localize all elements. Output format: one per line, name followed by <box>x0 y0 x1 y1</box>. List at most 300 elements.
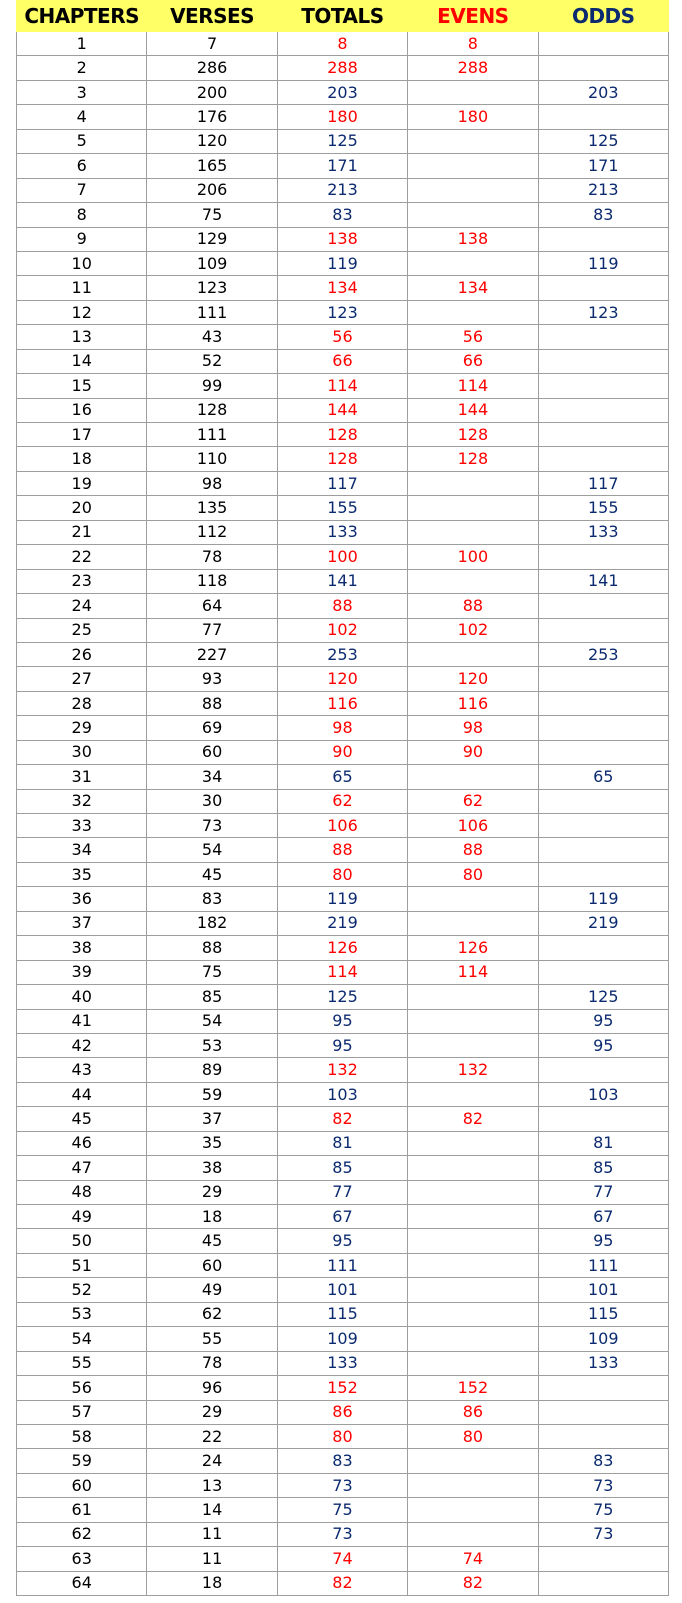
odd-cell: 67 <box>538 1205 668 1229</box>
verses-cell: 123 <box>147 276 277 300</box>
total-cell: 180 <box>277 105 407 129</box>
table-row <box>17 789 669 813</box>
odd-cell <box>538 105 668 129</box>
odd-cell: 103 <box>538 1082 668 1106</box>
verses-cell: 29 <box>147 1400 277 1424</box>
total-cell: 98 <box>277 716 407 740</box>
total-cell: 128 <box>277 423 407 447</box>
verses-cell: 98 <box>147 471 277 495</box>
even-cell: 138 <box>408 227 538 251</box>
verses-cell: 111 <box>147 423 277 447</box>
verses-cell: 37 <box>147 1107 277 1131</box>
total-cell: 171 <box>277 154 407 178</box>
table-row <box>17 398 669 422</box>
odd-cell: 95 <box>538 1229 668 1253</box>
even-cell <box>408 1278 538 1302</box>
chapter-cell: 50 <box>17 1229 147 1253</box>
chapter-cell: 59 <box>17 1449 147 1473</box>
total-cell: 88 <box>277 594 407 618</box>
total-cell: 103 <box>277 1082 407 1106</box>
table-row <box>17 1547 669 1571</box>
verses-cell: 64 <box>147 594 277 618</box>
odd-cell <box>538 740 668 764</box>
table-row <box>17 716 669 740</box>
total-cell: 90 <box>277 740 407 764</box>
table-row <box>17 862 669 886</box>
even-cell <box>408 251 538 275</box>
chapter-cell: 10 <box>17 251 147 275</box>
total-cell: 138 <box>277 227 407 251</box>
chapter-cell: 17 <box>17 423 147 447</box>
odd-cell <box>538 594 668 618</box>
even-cell <box>408 80 538 104</box>
table-row <box>17 1131 669 1155</box>
chapter-cell: 31 <box>17 765 147 789</box>
total-cell: 288 <box>277 56 407 80</box>
verses-cell: 30 <box>147 789 277 813</box>
chapter-cell: 27 <box>17 667 147 691</box>
even-cell <box>408 520 538 544</box>
chapter-cell: 58 <box>17 1424 147 1448</box>
table-row <box>17 1278 669 1302</box>
odd-cell: 81 <box>538 1131 668 1155</box>
even-cell: 66 <box>408 349 538 373</box>
chapter-cell: 64 <box>17 1571 147 1595</box>
odd-cell <box>538 814 668 838</box>
chapter-cell: 30 <box>17 740 147 764</box>
total-cell: 119 <box>277 887 407 911</box>
chapter-cell: 63 <box>17 1547 147 1571</box>
even-cell: 74 <box>408 1547 538 1571</box>
verses-cell: 227 <box>147 642 277 666</box>
verses-cell: 206 <box>147 178 277 202</box>
chapter-cell: 60 <box>17 1473 147 1497</box>
table-row <box>17 129 669 153</box>
odd-cell: 213 <box>538 178 668 202</box>
chapter-cell: 46 <box>17 1131 147 1155</box>
odd-cell: 125 <box>538 985 668 1009</box>
even-cell <box>408 1498 538 1522</box>
header-verses: VERSES <box>147 1 277 32</box>
verses-cell: 165 <box>147 154 277 178</box>
chapter-cell: 24 <box>17 594 147 618</box>
even-cell <box>408 300 538 324</box>
total-cell: 152 <box>277 1376 407 1400</box>
odd-cell <box>538 838 668 862</box>
total-cell: 114 <box>277 960 407 984</box>
chapter-cell: 54 <box>17 1327 147 1351</box>
verses-cell: 85 <box>147 985 277 1009</box>
chapter-cell: 51 <box>17 1253 147 1277</box>
chapter-cell: 6 <box>17 154 147 178</box>
table-row <box>17 447 669 471</box>
total-cell: 73 <box>277 1473 407 1497</box>
chapter-cell: 25 <box>17 618 147 642</box>
chapter-cell: 48 <box>17 1180 147 1204</box>
even-cell <box>408 471 538 495</box>
odd-cell <box>538 423 668 447</box>
total-cell: 125 <box>277 985 407 1009</box>
table-row <box>17 1449 669 1473</box>
total-cell: 74 <box>277 1547 407 1571</box>
even-cell: 98 <box>408 716 538 740</box>
verses-cell: 112 <box>147 520 277 544</box>
verses-cell: 45 <box>147 1229 277 1253</box>
table-row <box>17 423 669 447</box>
odd-cell <box>538 862 668 886</box>
odd-cell <box>538 32 668 56</box>
total-cell: 203 <box>277 80 407 104</box>
table-row <box>17 985 669 1009</box>
chapter-cell: 47 <box>17 1156 147 1180</box>
even-cell: 120 <box>408 667 538 691</box>
table-row <box>17 1229 669 1253</box>
odd-cell: 85 <box>538 1156 668 1180</box>
chapter-cell: 37 <box>17 911 147 935</box>
table-row <box>17 471 669 495</box>
total-cell: 111 <box>277 1253 407 1277</box>
even-cell <box>408 985 538 1009</box>
table-row <box>17 838 669 862</box>
verses-cell: 110 <box>147 447 277 471</box>
odd-cell: 141 <box>538 569 668 593</box>
even-cell <box>408 642 538 666</box>
chapter-cell: 36 <box>17 887 147 911</box>
total-cell: 95 <box>277 1033 407 1057</box>
total-cell: 114 <box>277 374 407 398</box>
odd-cell <box>538 960 668 984</box>
table-row <box>17 1009 669 1033</box>
verses-cell: 77 <box>147 618 277 642</box>
verses-cell: 78 <box>147 545 277 569</box>
even-cell: 128 <box>408 423 538 447</box>
chapter-cell: 16 <box>17 398 147 422</box>
chapter-cell: 49 <box>17 1205 147 1229</box>
verses-cell: 34 <box>147 765 277 789</box>
chapter-cell: 23 <box>17 569 147 593</box>
chapter-cell: 41 <box>17 1009 147 1033</box>
total-cell: 109 <box>277 1327 407 1351</box>
total-cell: 95 <box>277 1009 407 1033</box>
header-evens: EVENS <box>408 1 538 32</box>
odd-cell <box>538 1547 668 1571</box>
odd-cell: 73 <box>538 1522 668 1546</box>
verses-cell: 54 <box>147 1009 277 1033</box>
table-row <box>17 520 669 544</box>
even-cell: 82 <box>408 1107 538 1131</box>
odd-cell <box>538 1424 668 1448</box>
verses-cell: 118 <box>147 569 277 593</box>
total-cell: 115 <box>277 1302 407 1326</box>
even-cell: 8 <box>408 32 538 56</box>
verses-cell: 96 <box>147 1376 277 1400</box>
chapter-cell: 38 <box>17 936 147 960</box>
total-cell: 95 <box>277 1229 407 1253</box>
table-row <box>17 1058 669 1082</box>
chapter-cell: 35 <box>17 862 147 886</box>
verses-cell: 83 <box>147 887 277 911</box>
even-cell <box>408 569 538 593</box>
total-cell: 120 <box>277 667 407 691</box>
table-row <box>17 251 669 275</box>
verses-cell: 109 <box>147 251 277 275</box>
total-cell: 125 <box>277 129 407 153</box>
verses-cell: 11 <box>147 1522 277 1546</box>
even-cell <box>408 1522 538 1546</box>
odd-cell <box>538 374 668 398</box>
even-cell: 152 <box>408 1376 538 1400</box>
even-cell <box>408 1156 538 1180</box>
chapter-cell: 12 <box>17 300 147 324</box>
chapter-cell: 29 <box>17 716 147 740</box>
table-row <box>17 1180 669 1204</box>
chapter-cell: 19 <box>17 471 147 495</box>
total-cell: 80 <box>277 862 407 886</box>
even-cell <box>408 154 538 178</box>
even-cell <box>408 129 538 153</box>
odd-cell: 109 <box>538 1327 668 1351</box>
total-cell: 8 <box>277 32 407 56</box>
table-row <box>17 545 669 569</box>
verses-cell: 22 <box>147 1424 277 1448</box>
odd-cell: 77 <box>538 1180 668 1204</box>
even-cell <box>408 1205 538 1229</box>
verses-cell: 135 <box>147 496 277 520</box>
odd-cell: 119 <box>538 251 668 275</box>
total-cell: 117 <box>277 471 407 495</box>
odd-cell <box>538 349 668 373</box>
verses-cell: 182 <box>147 911 277 935</box>
verses-cell: 24 <box>147 1449 277 1473</box>
even-cell <box>408 1302 538 1326</box>
odd-cell <box>538 1107 668 1131</box>
even-cell: 90 <box>408 740 538 764</box>
table-row <box>17 1473 669 1497</box>
odd-cell: 171 <box>538 154 668 178</box>
verses-cell: 69 <box>147 716 277 740</box>
verses-cell: 88 <box>147 691 277 715</box>
verses-cell: 200 <box>147 80 277 104</box>
verses-cell: 88 <box>147 936 277 960</box>
table-row <box>17 56 669 80</box>
chapter-cell: 42 <box>17 1033 147 1057</box>
even-cell: 180 <box>408 105 538 129</box>
odd-cell: 203 <box>538 80 668 104</box>
table-row <box>17 1107 669 1131</box>
chapter-cell: 14 <box>17 349 147 373</box>
even-cell <box>408 1473 538 1497</box>
chapter-cell: 20 <box>17 496 147 520</box>
even-cell: 88 <box>408 594 538 618</box>
chapter-cell: 55 <box>17 1351 147 1375</box>
chapter-cell: 53 <box>17 1302 147 1326</box>
verses-cell: 128 <box>147 398 277 422</box>
total-cell: 155 <box>277 496 407 520</box>
odd-cell <box>538 1400 668 1424</box>
table-row <box>17 618 669 642</box>
chapter-cell: 39 <box>17 960 147 984</box>
even-cell <box>408 1033 538 1057</box>
verses-cell: 60 <box>147 740 277 764</box>
odd-cell: 133 <box>538 1351 668 1375</box>
table-row <box>17 667 669 691</box>
verses-cell: 120 <box>147 129 277 153</box>
table-row <box>17 32 669 56</box>
chapters-verses-table <box>16 0 669 1596</box>
table-row <box>17 1156 669 1180</box>
even-cell <box>408 178 538 202</box>
odd-cell <box>538 545 668 569</box>
table-row <box>17 765 669 789</box>
chapter-cell: 56 <box>17 1376 147 1400</box>
odd-cell: 117 <box>538 471 668 495</box>
total-cell: 83 <box>277 1449 407 1473</box>
total-cell: 106 <box>277 814 407 838</box>
total-cell: 101 <box>277 1278 407 1302</box>
odd-cell: 83 <box>538 1449 668 1473</box>
table-row <box>17 936 669 960</box>
chapter-cell: 18 <box>17 447 147 471</box>
verses-cell: 75 <box>147 960 277 984</box>
table-row <box>17 740 669 764</box>
verses-cell: 99 <box>147 374 277 398</box>
chapter-cell: 2 <box>17 56 147 80</box>
total-cell: 82 <box>277 1571 407 1595</box>
verses-cell: 176 <box>147 105 277 129</box>
total-cell: 81 <box>277 1131 407 1155</box>
even-cell: 134 <box>408 276 538 300</box>
even-cell: 288 <box>408 56 538 80</box>
table-row <box>17 911 669 935</box>
odd-cell <box>538 325 668 349</box>
table-row <box>17 1522 669 1546</box>
table-row <box>17 1376 669 1400</box>
total-cell: 100 <box>277 545 407 569</box>
even-cell: 116 <box>408 691 538 715</box>
even-cell <box>408 1229 538 1253</box>
odd-cell: 155 <box>538 496 668 520</box>
table-row <box>17 80 669 104</box>
table-row <box>17 203 669 227</box>
chapter-cell: 1 <box>17 32 147 56</box>
table-row <box>17 154 669 178</box>
total-cell: 116 <box>277 691 407 715</box>
verses-cell: 13 <box>147 1473 277 1497</box>
verses-cell: 93 <box>147 667 277 691</box>
odd-cell <box>538 447 668 471</box>
odd-cell <box>538 398 668 422</box>
odd-cell: 219 <box>538 911 668 935</box>
odd-cell <box>538 936 668 960</box>
total-cell: 77 <box>277 1180 407 1204</box>
total-cell: 141 <box>277 569 407 593</box>
even-cell: 80 <box>408 862 538 886</box>
chapter-cell: 21 <box>17 520 147 544</box>
total-cell: 85 <box>277 1156 407 1180</box>
even-cell <box>408 765 538 789</box>
verses-cell: 55 <box>147 1327 277 1351</box>
chapter-cell: 43 <box>17 1058 147 1082</box>
chapter-cell: 28 <box>17 691 147 715</box>
chapter-cell: 4 <box>17 105 147 129</box>
odd-cell <box>538 789 668 813</box>
total-cell: 86 <box>277 1400 407 1424</box>
verses-cell: 111 <box>147 300 277 324</box>
table-row <box>17 691 669 715</box>
odd-cell: 125 <box>538 129 668 153</box>
verses-cell: 73 <box>147 814 277 838</box>
odd-cell <box>538 276 668 300</box>
even-cell <box>408 1131 538 1155</box>
total-cell: 123 <box>277 300 407 324</box>
table-row <box>17 1498 669 1522</box>
chapter-cell: 11 <box>17 276 147 300</box>
total-cell: 219 <box>277 911 407 935</box>
verses-cell: 7 <box>147 32 277 56</box>
odd-cell <box>538 1571 668 1595</box>
chapter-cell: 62 <box>17 1522 147 1546</box>
verses-cell: 78 <box>147 1351 277 1375</box>
chapter-cell: 34 <box>17 838 147 862</box>
verses-cell: 286 <box>147 56 277 80</box>
chapter-cell: 32 <box>17 789 147 813</box>
total-cell: 65 <box>277 765 407 789</box>
odd-cell <box>538 667 668 691</box>
verses-cell: 35 <box>147 1131 277 1155</box>
odd-cell <box>538 227 668 251</box>
table-row <box>17 642 669 666</box>
total-cell: 132 <box>277 1058 407 1082</box>
verses-cell: 54 <box>147 838 277 862</box>
header-totals: TOTALS <box>277 1 407 32</box>
total-cell: 213 <box>277 178 407 202</box>
even-cell <box>408 1327 538 1351</box>
even-cell <box>408 911 538 935</box>
chapter-cell: 22 <box>17 545 147 569</box>
verses-cell: 53 <box>147 1033 277 1057</box>
table-row <box>17 960 669 984</box>
table-row <box>17 227 669 251</box>
odd-cell: 101 <box>538 1278 668 1302</box>
odd-cell: 115 <box>538 1302 668 1326</box>
even-cell: 114 <box>408 374 538 398</box>
odd-cell <box>538 716 668 740</box>
table-row <box>17 496 669 520</box>
table-row <box>17 105 669 129</box>
table-row <box>17 1424 669 1448</box>
total-cell: 144 <box>277 398 407 422</box>
odd-cell: 119 <box>538 887 668 911</box>
even-cell: 128 <box>408 447 538 471</box>
table-row <box>17 349 669 373</box>
even-cell: 144 <box>408 398 538 422</box>
table-row <box>17 569 669 593</box>
odd-cell <box>538 1376 668 1400</box>
table-row <box>17 1033 669 1057</box>
total-cell: 66 <box>277 349 407 373</box>
verses-cell: 59 <box>147 1082 277 1106</box>
total-cell: 56 <box>277 325 407 349</box>
chapter-cell: 61 <box>17 1498 147 1522</box>
chapter-cell: 52 <box>17 1278 147 1302</box>
table-row <box>17 1205 669 1229</box>
verses-cell: 49 <box>147 1278 277 1302</box>
total-cell: 133 <box>277 1351 407 1375</box>
table-row <box>17 374 669 398</box>
even-cell: 56 <box>408 325 538 349</box>
table-row <box>17 1253 669 1277</box>
chapter-cell: 3 <box>17 80 147 104</box>
